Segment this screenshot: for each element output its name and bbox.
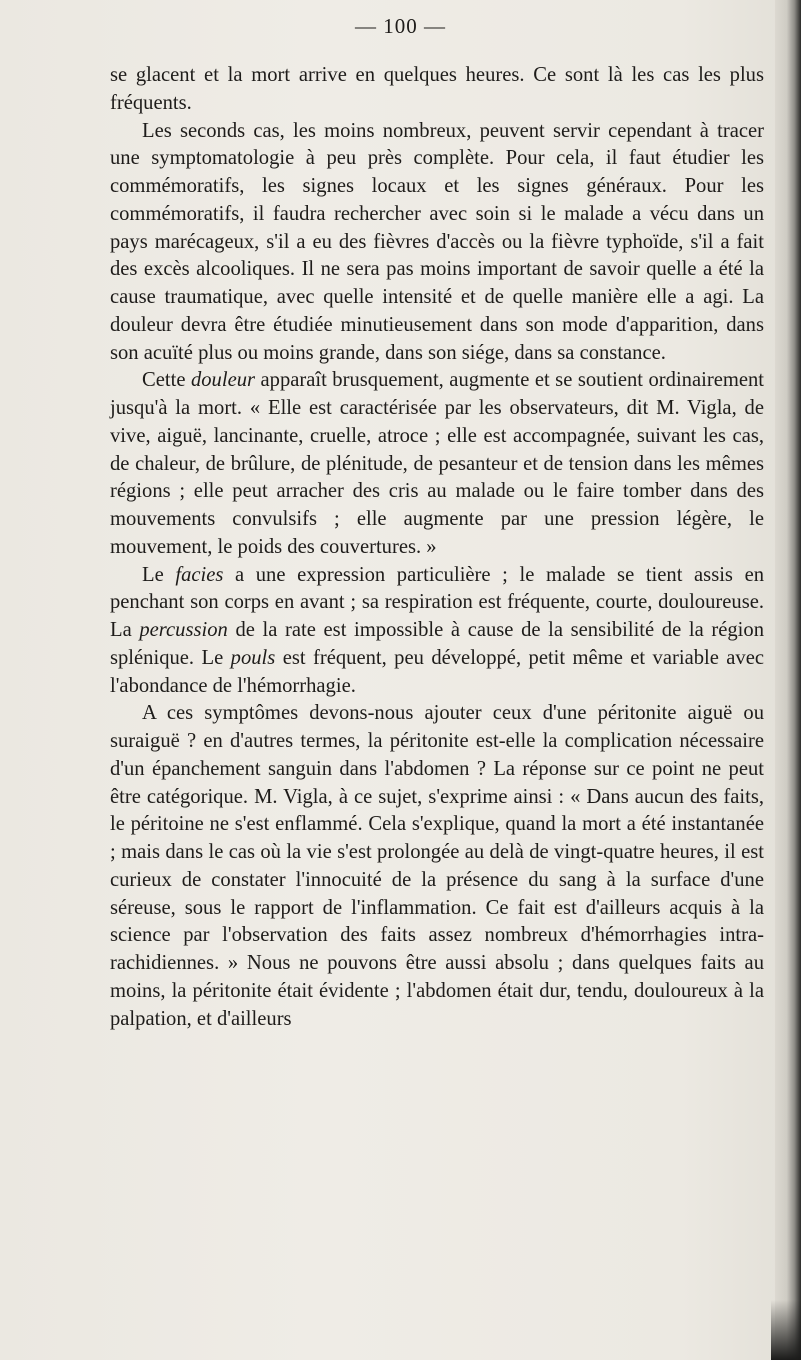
paragraph-4-seg-1: Le — [142, 563, 176, 586]
emphasis-facies: facies — [175, 563, 224, 586]
page-number-header: — 100 — — [355, 14, 446, 38]
page-corner-shadow — [771, 1300, 801, 1360]
paragraph-3-lead: Cette — [142, 369, 191, 392]
paragraph-4-seg-7: est fréquent, peu développé, petit même et variable avec l'abondance de l'hémorrhagie. — [110, 646, 765, 697]
paragraph-4-seg-3: a une expression particulière ; le malade se tient assis en penchant son corps en avant ; sa respiration est fréquente, courte, douloureuse. La — [110, 563, 765, 641]
emphasis-douleur: douleur — [190, 369, 256, 392]
emphasis-pouls: pouls — [230, 646, 276, 669]
paragraph-3 — [110, 367, 764, 561]
paragraph-5: A ces symptômes devons-nous ajouter ceux d'une péritonite aiguë ou suraiguë ? en d'autres termes, la péritonite est-elle la complication nécessaire d'un épanchement sanguin dans l'abdomen ? La réponse sur ce point ne peut être catégorique. M. Vigla, à ce sujet, s'exprime ainsi : « Dans aucun des faits, le péritoine ne s'est enflammé. Cela s'explique, quand la mort a été instantanée ; mais dans le cas où la vie s'est prolongée au delà de vingt-quatre heures, il est curieux de constater l'innocuité de la présence du sang à la surface d'une séreuse, sous le rapport de l'inflammation. Ce fait est d'ailleurs acquis à la science par l'observation des faits assez nombreux d'hémorrhagies intra-rachidiennes. » Nous ne pouvons être aussi absolu ; dans quelques faits au moins, la péritonite était évidente ; l'abdomen était dur, tendu, douloureux à la palpation, et d'ailleurs — [110, 702, 764, 1030]
body-text — [110, 62, 764, 1033]
page-edge-shadow — [775, 0, 801, 1360]
paragraph-2: Les seconds cas, les moins nombreux, peuvent servir cependant à tracer une symptomatologie à peu près complète. Pour cela, il faut étudier les commémoratifs, les signes locaux et les signes généraux. Pour les commémoratifs, il faudra rechercher avec soin si le malade a vécu dans un pays marécageux, s'il a eu des fièvres d'accès ou la fièvre typhoïde, s'il a fait des excès alcooliques. Il ne sera pas moins important de savoir quelle a été la cause traumatique, avec quelle intensité et de quelle manière elle a agi. La douleur devra être étudiée minutieusement dans son mode d'apparition, dans son acuïté plus ou moins grande, dans son siége, dans sa constance. — [110, 119, 764, 364]
paragraph-4 — [110, 562, 764, 701]
emphasis-percussion: percussion — [139, 619, 228, 641]
paragraph-4-seg-5: de la rate est impossible à cause de la sensibilité de la région splénique. Le — [110, 619, 764, 669]
paragraph-1: se glacent et la mort arrive en quelques heures. Ce sont là les cas les plus fréquents. — [110, 64, 764, 114]
paragraph-3-rest: apparaît brusquement, augmente et se soutient ordinairement jusqu'à la mort. « Elle est caractérisée par les observateurs, dit M. Vigla, de vive, aiguë, lancinante, cruelle, atroce ; elle est accompagnée, suivant les cas, de chaleur, de brûlure, de plénitude, de pesanteur et de tension dans les mêmes régions ; elle peut arracher des cris au malade ou le faire tomber dans des mouvements convulsifs ; elle augmente par une pression légère, le mouvement, le poids des couvertures. » — [110, 369, 765, 558]
